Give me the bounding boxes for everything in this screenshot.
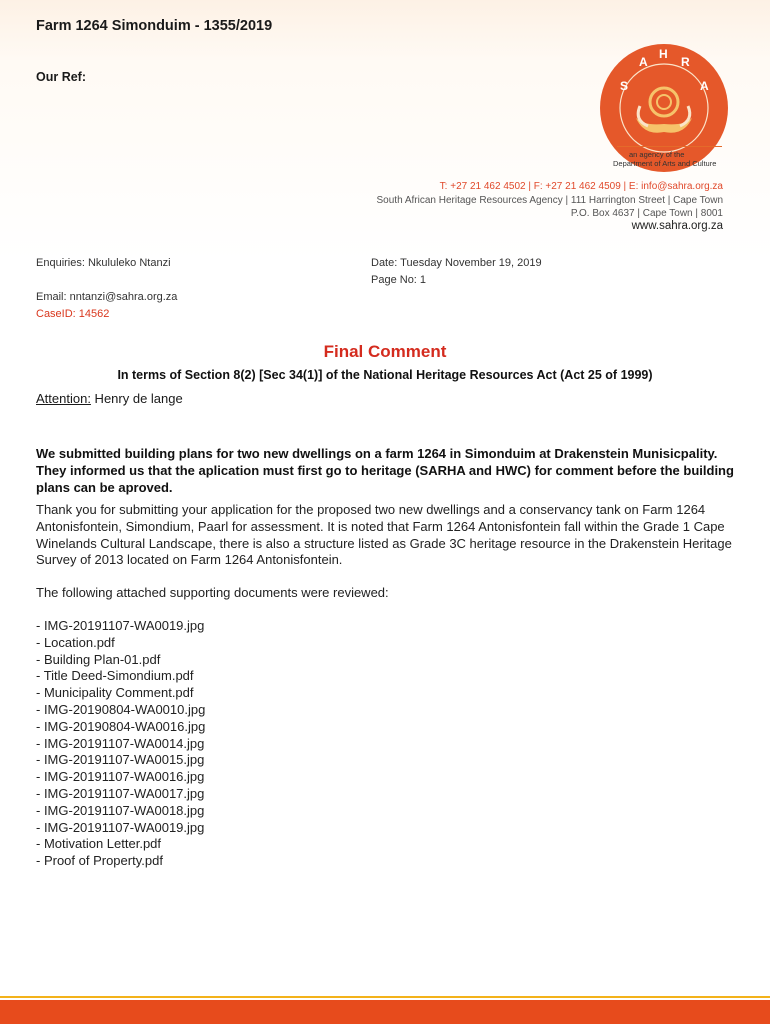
logo-letter-r: R — [681, 55, 690, 69]
act-subheading: In terms of Section 8(2) [Sec 34(1)] of the National Heritage Resources Act (Act 25 of 1999) — [117, 368, 653, 382]
list-item: - Location.pdf — [36, 634, 115, 650]
logo-letter-a1: A — [639, 55, 648, 69]
list-item: - IMG-20191107-WA0019.jpg — [36, 618, 205, 633]
agency-line-2: Department of Arts and Culture — [613, 159, 717, 168]
footer-accent-line — [0, 996, 770, 998]
documents-list — [36, 618, 205, 870]
logo-letter-h: H — [659, 47, 668, 61]
list-item: - IMG-20191107-WA0015.jpg — [36, 752, 205, 768]
agency-line-1: an agency of the — [629, 150, 685, 159]
contact-phones: T: +27 21 462 4502 | F: +27 21 462 4509 | E: info@sahra.org.za — [439, 181, 723, 192]
final-comment-heading: Final Comment — [323, 342, 447, 361]
contact-address-1: South African Heritage Resources Agency | 111 Harrington Street | Cape Town — [376, 195, 723, 206]
page-number: Page No: 1 — [371, 274, 427, 286]
email-text: Email: nntanzi@sahra.org.za — [36, 291, 178, 303]
list-item: - IMG-20191107-WA0017.jpg — [36, 785, 205, 801]
documents-intro: The following attached supporting documents were reviewed: — [36, 585, 389, 600]
our-ref-label: Our Ref: — [36, 70, 86, 84]
applicant-statement: We submitted building plans for two new dwellings on a farm 1264 in Simonduim at Drakenstein Munisicpality. They informed us that the aplication must first go to heritage (SARHA and HWC) for comment before the building plans can be aproved. — [36, 446, 734, 495]
contact-address-2: P.O. Box 4637 | Cape Town | 8001 — [570, 208, 723, 219]
attention-label: Attention: — [36, 391, 91, 406]
footer-bar — [0, 1000, 770, 1024]
agency-divider — [617, 146, 722, 147]
list-item: - Municipality Comment.pdf — [36, 685, 194, 701]
attention-name: Henry de lange — [90, 391, 183, 406]
list-item: - IMG-20191107-WA0019.jpg — [36, 819, 205, 835]
attention-line — [36, 391, 183, 406]
list-item: - IMG-20190804-WA0016.jpg — [36, 718, 206, 734]
list-item: - Motivation Letter.pdf — [36, 836, 162, 852]
list-item: - IMG-20191107-WA0018.jpg — [36, 802, 205, 818]
list-item: - IMG-20190804-WA0010.jpg — [36, 701, 206, 717]
logo-letter-s: S — [620, 79, 629, 93]
list-item: - Title Deed-Simondium.pdf — [36, 668, 194, 684]
contact-website: www.sahra.org.za — [631, 220, 723, 232]
case-id: CaseID: 14562 — [36, 308, 110, 320]
document-title: Farm 1264 Simonduim - 1355/2019 — [36, 18, 273, 34]
date-text: Date: Tuesday November 19, 2019 — [371, 257, 542, 269]
assessment-paragraph: Thank you for submitting your application for the proposed two new dwellings and a conservancy tank on Farm 1264 Antonisfontein, Simondium, Paarl for assessment. It is noted that Farm 1264 Antonisfontein fall within the Grade 1 Cape Winelands Cultural Landscape, there is also a structure listed as Grade 3C heritage resource in the Drakenstein Heritage Survey of 2013 located on Farm 1264 Antonisfontein. — [36, 502, 732, 568]
list-item: - IMG-20191107-WA0014.jpg — [36, 735, 205, 751]
list-item: - IMG-20191107-WA0016.jpg — [36, 769, 205, 785]
list-item: - Building Plan-01.pdf — [36, 651, 161, 667]
enquiries-text: Enquiries: Nkululeko Ntanzi — [36, 257, 171, 269]
logo-letter-a2: A — [700, 79, 709, 93]
list-item: - Proof of Property.pdf — [36, 853, 163, 869]
